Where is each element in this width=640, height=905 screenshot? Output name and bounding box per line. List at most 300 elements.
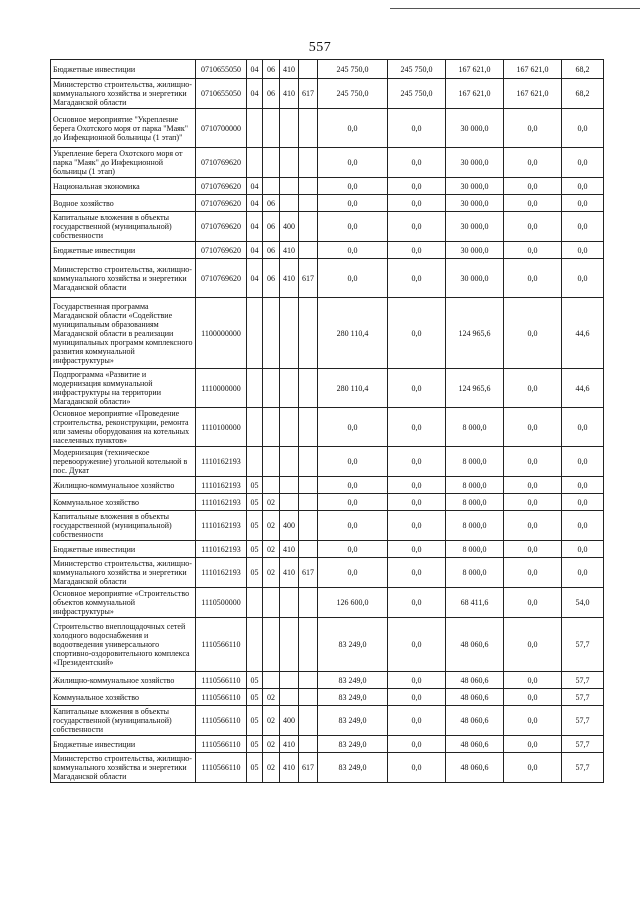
row-target-code: 1110162193	[196, 477, 247, 494]
row-administrator-code	[299, 195, 318, 212]
row-administrator-code	[299, 477, 318, 494]
row-federal-amount: 0,0	[388, 242, 446, 259]
row-approved-amount: 83 249,0	[318, 672, 388, 689]
row-target-code: 1110566110	[196, 689, 247, 706]
row-subsection-code: 02	[263, 494, 280, 511]
row-section-code: 04	[247, 79, 263, 109]
row-approved-amount: 0,0	[318, 558, 388, 588]
row-expense-type-code	[280, 447, 299, 477]
row-expense-type-code	[280, 178, 299, 195]
row-subsection-code	[263, 298, 280, 369]
row-federal-amount: 0,0	[388, 511, 446, 541]
row-executed-amount: 124 965,6	[446, 369, 504, 408]
row-executed-federal-amount: 0,0	[504, 672, 562, 689]
row-executed-amount: 48 060,6	[446, 689, 504, 706]
row-executed-federal-amount: 0,0	[504, 494, 562, 511]
row-subsection-code	[263, 369, 280, 408]
table-row	[51, 109, 604, 148]
row-executed-amount: 48 060,6	[446, 736, 504, 753]
row-approved-amount: 245 750,0	[318, 60, 388, 79]
row-section-code: 05	[247, 558, 263, 588]
table-row	[51, 588, 604, 618]
row-executed-amount: 167 621,0	[446, 60, 504, 79]
row-executed-federal-amount: 0,0	[504, 298, 562, 369]
row-expense-type-code: 410	[280, 558, 299, 588]
row-executed-amount: 48 060,6	[446, 753, 504, 783]
row-execution-percent: 0,0	[562, 511, 604, 541]
row-target-code: 1110162193	[196, 511, 247, 541]
row-subsection-code: 06	[263, 212, 280, 242]
row-executed-federal-amount: 0,0	[504, 736, 562, 753]
row-approved-amount: 83 249,0	[318, 753, 388, 783]
row-name: Бюджетные инвестиции	[51, 541, 196, 558]
row-executed-amount: 30 000,0	[446, 212, 504, 242]
row-execution-percent: 57,7	[562, 753, 604, 783]
row-subsection-code	[263, 148, 280, 178]
table-row	[51, 672, 604, 689]
row-administrator-code	[299, 242, 318, 259]
row-target-code: 0710769620	[196, 259, 247, 298]
row-executed-federal-amount: 0,0	[504, 753, 562, 783]
row-target-code: 1110566110	[196, 736, 247, 753]
row-expense-type-code: 400	[280, 706, 299, 736]
row-expense-type-code: 410	[280, 736, 299, 753]
row-section-code	[247, 447, 263, 477]
row-section-code: 05	[247, 672, 263, 689]
row-section-code: 05	[247, 689, 263, 706]
row-federal-amount: 0,0	[388, 753, 446, 783]
row-execution-percent: 57,7	[562, 706, 604, 736]
row-expense-type-code	[280, 588, 299, 618]
row-approved-amount: 83 249,0	[318, 689, 388, 706]
row-executed-amount: 8 000,0	[446, 494, 504, 511]
row-executed-amount: 167 621,0	[446, 79, 504, 109]
row-executed-federal-amount: 0,0	[504, 242, 562, 259]
table-row	[51, 689, 604, 706]
table-row	[51, 618, 604, 672]
row-executed-federal-amount: 0,0	[504, 408, 562, 447]
row-expense-type-code	[280, 618, 299, 672]
row-name: Жилищно-коммунальное хозяйство	[51, 672, 196, 689]
table-row	[51, 259, 604, 298]
row-section-code	[247, 588, 263, 618]
row-federal-amount: 0,0	[388, 148, 446, 178]
row-execution-percent: 0,0	[562, 148, 604, 178]
table-row	[51, 477, 604, 494]
row-section-code: 05	[247, 477, 263, 494]
row-expense-type-code: 400	[280, 212, 299, 242]
row-subsection-code	[263, 618, 280, 672]
row-section-code	[247, 618, 263, 672]
row-execution-percent: 57,7	[562, 672, 604, 689]
budget-table-body	[51, 60, 604, 783]
row-subsection-code: 06	[263, 79, 280, 109]
row-name: Подпрограмма «Развитие и модернизация коммунальной инфраструктуры на территории Магаданской области»	[51, 369, 196, 408]
row-administrator-code	[299, 494, 318, 511]
row-approved-amount: 0,0	[318, 148, 388, 178]
row-approved-amount: 0,0	[318, 195, 388, 212]
budget-table	[50, 59, 604, 783]
row-subsection-code: 02	[263, 753, 280, 783]
row-subsection-code	[263, 109, 280, 148]
row-administrator-code	[299, 541, 318, 558]
row-section-code: 05	[247, 753, 263, 783]
row-target-code: 1110162193	[196, 541, 247, 558]
table-row	[51, 242, 604, 259]
row-target-code: 1110566110	[196, 618, 247, 672]
row-execution-percent: 0,0	[562, 558, 604, 588]
row-subsection-code: 02	[263, 736, 280, 753]
row-section-code	[247, 298, 263, 369]
row-target-code: 1110566110	[196, 672, 247, 689]
row-approved-amount: 126 600,0	[318, 588, 388, 618]
row-administrator-code	[299, 588, 318, 618]
row-subsection-code	[263, 408, 280, 447]
row-administrator-code	[299, 618, 318, 672]
table-row	[51, 541, 604, 558]
row-federal-amount: 0,0	[388, 494, 446, 511]
row-subsection-code: 02	[263, 558, 280, 588]
row-federal-amount: 0,0	[388, 109, 446, 148]
table-row	[51, 447, 604, 477]
row-name: Капитальные вложения в объекты государственной (муниципальной) собственности	[51, 212, 196, 242]
row-approved-amount: 280 110,4	[318, 298, 388, 369]
row-subsection-code	[263, 672, 280, 689]
row-administrator-code	[299, 408, 318, 447]
row-target-code: 0710769620	[196, 148, 247, 178]
row-executed-amount: 124 965,6	[446, 298, 504, 369]
row-execution-percent: 0,0	[562, 494, 604, 511]
row-target-code: 0710655050	[196, 60, 247, 79]
row-expense-type-code	[280, 148, 299, 178]
row-federal-amount: 0,0	[388, 408, 446, 447]
table-row	[51, 494, 604, 511]
row-name: Капитальные вложения в объекты государственной (муниципальной) собственности	[51, 706, 196, 736]
row-execution-percent: 0,0	[562, 178, 604, 195]
row-expense-type-code	[280, 689, 299, 706]
row-target-code: 0710769620	[196, 242, 247, 259]
row-name: Модернизация (техническое перевооружение) угольной котельной в пос. Дукат	[51, 447, 196, 477]
row-approved-amount: 245 750,0	[318, 79, 388, 109]
row-administrator-code	[299, 109, 318, 148]
row-expense-type-code	[280, 494, 299, 511]
row-approved-amount: 0,0	[318, 511, 388, 541]
row-execution-percent: 44,6	[562, 298, 604, 369]
row-execution-percent: 0,0	[562, 447, 604, 477]
row-executed-federal-amount: 0,0	[504, 706, 562, 736]
row-execution-percent: 0,0	[562, 541, 604, 558]
table-row	[51, 706, 604, 736]
row-executed-federal-amount: 167 621,0	[504, 60, 562, 79]
row-section-code: 05	[247, 736, 263, 753]
row-approved-amount: 83 249,0	[318, 706, 388, 736]
row-execution-percent: 0,0	[562, 477, 604, 494]
table-row	[51, 408, 604, 447]
scan-edge-line	[390, 8, 640, 9]
row-federal-amount: 0,0	[388, 558, 446, 588]
row-subsection-code	[263, 447, 280, 477]
row-execution-percent: 0,0	[562, 212, 604, 242]
row-section-code: 05	[247, 541, 263, 558]
row-federal-amount: 245 750,0	[388, 79, 446, 109]
table-row	[51, 753, 604, 783]
row-administrator-code	[299, 672, 318, 689]
row-executed-amount: 30 000,0	[446, 178, 504, 195]
row-executed-federal-amount: 0,0	[504, 618, 562, 672]
row-approved-amount: 0,0	[318, 494, 388, 511]
row-subsection-code: 02	[263, 511, 280, 541]
row-executed-amount: 8 000,0	[446, 447, 504, 477]
table-row	[51, 511, 604, 541]
row-expense-type-code	[280, 109, 299, 148]
row-name: Коммунальное хозяйство	[51, 689, 196, 706]
row-section-code: 04	[247, 178, 263, 195]
row-section-code: 04	[247, 60, 263, 79]
row-execution-percent: 44,6	[562, 369, 604, 408]
table-row	[51, 736, 604, 753]
row-approved-amount: 0,0	[318, 259, 388, 298]
row-section-code: 04	[247, 242, 263, 259]
row-target-code: 1110100000	[196, 408, 247, 447]
row-approved-amount: 0,0	[318, 477, 388, 494]
row-executed-amount: 48 060,6	[446, 706, 504, 736]
row-federal-amount: 0,0	[388, 689, 446, 706]
row-name: Водное хозяйство	[51, 195, 196, 212]
row-execution-percent: 0,0	[562, 259, 604, 298]
row-executed-amount: 48 060,6	[446, 618, 504, 672]
row-section-code	[247, 148, 263, 178]
row-expense-type-code: 410	[280, 79, 299, 109]
row-name: Коммунальное хозяйство	[51, 494, 196, 511]
row-name: Национальная экономика	[51, 178, 196, 195]
row-federal-amount: 0,0	[388, 541, 446, 558]
row-target-code: 1110000000	[196, 369, 247, 408]
row-execution-percent: 57,7	[562, 689, 604, 706]
row-execution-percent: 57,7	[562, 736, 604, 753]
row-executed-federal-amount: 0,0	[504, 477, 562, 494]
row-subsection-code	[263, 178, 280, 195]
row-federal-amount: 0,0	[388, 706, 446, 736]
row-expense-type-code: 400	[280, 511, 299, 541]
row-administrator-code	[299, 212, 318, 242]
row-administrator-code	[299, 148, 318, 178]
row-federal-amount: 0,0	[388, 298, 446, 369]
row-executed-federal-amount: 0,0	[504, 195, 562, 212]
row-expense-type-code: 410	[280, 753, 299, 783]
row-name: Капитальные вложения в объекты государственной (муниципальной) собственности	[51, 511, 196, 541]
page-number: 557	[308, 40, 332, 55]
row-section-code: 05	[247, 494, 263, 511]
row-subsection-code: 02	[263, 706, 280, 736]
row-expense-type-code	[280, 408, 299, 447]
row-target-code: 1110566110	[196, 706, 247, 736]
row-execution-percent: 54,0	[562, 588, 604, 618]
row-executed-amount: 8 000,0	[446, 511, 504, 541]
table-row	[51, 558, 604, 588]
row-approved-amount: 0,0	[318, 178, 388, 195]
row-execution-percent: 0,0	[562, 195, 604, 212]
table-row	[51, 178, 604, 195]
row-administrator-code	[299, 369, 318, 408]
row-execution-percent: 0,0	[562, 242, 604, 259]
row-subsection-code: 06	[263, 60, 280, 79]
row-subsection-code	[263, 588, 280, 618]
row-executed-federal-amount: 0,0	[504, 558, 562, 588]
row-federal-amount: 0,0	[388, 477, 446, 494]
row-name: Государственная программа Магаданской области «Содействие муниципальным образованиям Магаданской области в реализации муниципальных программ комплексного развития коммунальной инфраструктуры»	[51, 298, 196, 369]
row-administrator-code: 617	[299, 558, 318, 588]
table-row	[51, 60, 604, 79]
row-executed-federal-amount: 0,0	[504, 511, 562, 541]
row-target-code: 0710769620	[196, 178, 247, 195]
row-target-code: 1110566110	[196, 753, 247, 783]
row-executed-amount: 30 000,0	[446, 259, 504, 298]
row-target-code: 1110162193	[196, 558, 247, 588]
row-federal-amount: 0,0	[388, 195, 446, 212]
row-approved-amount: 83 249,0	[318, 618, 388, 672]
row-target-code: 1110500000	[196, 588, 247, 618]
row-approved-amount: 83 249,0	[318, 736, 388, 753]
row-executed-federal-amount: 0,0	[504, 178, 562, 195]
row-section-code	[247, 408, 263, 447]
row-federal-amount: 0,0	[388, 212, 446, 242]
row-executed-federal-amount: 0,0	[504, 369, 562, 408]
row-subsection-code: 06	[263, 259, 280, 298]
table-row	[51, 298, 604, 369]
row-section-code: 05	[247, 511, 263, 541]
row-execution-percent: 68,2	[562, 79, 604, 109]
row-subsection-code: 02	[263, 689, 280, 706]
table-row	[51, 148, 604, 178]
row-target-code: 0710655050	[196, 79, 247, 109]
row-executed-amount: 30 000,0	[446, 242, 504, 259]
row-expense-type-code	[280, 672, 299, 689]
row-administrator-code	[299, 298, 318, 369]
row-federal-amount: 0,0	[388, 618, 446, 672]
row-executed-amount: 8 000,0	[446, 477, 504, 494]
row-name: Бюджетные инвестиции	[51, 60, 196, 79]
row-executed-amount: 8 000,0	[446, 558, 504, 588]
row-approved-amount: 280 110,4	[318, 369, 388, 408]
row-executed-amount: 48 060,6	[446, 672, 504, 689]
row-execution-percent: 0,0	[562, 109, 604, 148]
row-approved-amount: 0,0	[318, 242, 388, 259]
table-row	[51, 369, 604, 408]
row-name: Бюджетные инвестиции	[51, 242, 196, 259]
row-federal-amount: 0,0	[388, 369, 446, 408]
row-target-code: 0710769620	[196, 212, 247, 242]
table-row	[51, 212, 604, 242]
row-expense-type-code	[280, 195, 299, 212]
row-federal-amount: 0,0	[388, 672, 446, 689]
row-expense-type-code: 410	[280, 60, 299, 79]
row-executed-amount: 30 000,0	[446, 195, 504, 212]
row-federal-amount: 0,0	[388, 259, 446, 298]
row-name: Жилищно-коммунальное хозяйство	[51, 477, 196, 494]
row-federal-amount: 0,0	[388, 588, 446, 618]
row-execution-percent: 68,2	[562, 60, 604, 79]
row-executed-federal-amount: 0,0	[504, 541, 562, 558]
row-target-code: 1100000000	[196, 298, 247, 369]
row-name: Бюджетные инвестиции	[51, 736, 196, 753]
row-name: Министерство строительства, жилищно-коммунального хозяйства и энергетики Магаданской области	[51, 259, 196, 298]
row-name: Укрепление берега Охотского моря от парка "Маяк" до Инфекционной больницы (1 этап)	[51, 148, 196, 178]
row-executed-amount: 30 000,0	[446, 148, 504, 178]
row-executed-federal-amount: 0,0	[504, 148, 562, 178]
row-expense-type-code: 410	[280, 541, 299, 558]
row-section-code	[247, 109, 263, 148]
row-name: Основное мероприятие «Проведение строительства, реконструкции, ремонта или замены оборудования на котельных населенных пунктов»	[51, 408, 196, 447]
row-administrator-code	[299, 60, 318, 79]
row-federal-amount: 0,0	[388, 736, 446, 753]
row-expense-type-code	[280, 477, 299, 494]
row-federal-amount: 0,0	[388, 178, 446, 195]
row-administrator-code	[299, 178, 318, 195]
row-approved-amount: 0,0	[318, 408, 388, 447]
row-executed-federal-amount: 0,0	[504, 588, 562, 618]
row-name: Министерство строительства, жилищно-коммунального хозяйства и энергетики Магаданской области	[51, 79, 196, 109]
row-section-code	[247, 369, 263, 408]
row-administrator-code: 617	[299, 753, 318, 783]
row-executed-amount: 8 000,0	[446, 541, 504, 558]
row-executed-federal-amount: 0,0	[504, 447, 562, 477]
row-section-code: 05	[247, 706, 263, 736]
row-target-code: 0710700000	[196, 109, 247, 148]
row-administrator-code	[299, 689, 318, 706]
row-expense-type-code	[280, 369, 299, 408]
row-approved-amount: 0,0	[318, 212, 388, 242]
row-name: Строительство внеплощадочных сетей холодного водоснабжения и водоотведения универсального спортивно-оздоровительного комплекса «Президентский»	[51, 618, 196, 672]
row-executed-federal-amount: 0,0	[504, 259, 562, 298]
row-expense-type-code: 410	[280, 242, 299, 259]
row-name: Министерство строительства, жилищно-коммунального хозяйства и энергетики Магаданской области	[51, 753, 196, 783]
row-subsection-code	[263, 477, 280, 494]
row-federal-amount: 245 750,0	[388, 60, 446, 79]
table-row	[51, 79, 604, 109]
row-execution-percent: 0,0	[562, 408, 604, 447]
row-executed-amount: 30 000,0	[446, 109, 504, 148]
row-executed-federal-amount: 0,0	[504, 689, 562, 706]
row-target-code: 1110162193	[196, 447, 247, 477]
row-target-code: 1110162193	[196, 494, 247, 511]
row-subsection-code: 06	[263, 242, 280, 259]
row-approved-amount: 0,0	[318, 447, 388, 477]
row-executed-amount: 8 000,0	[446, 408, 504, 447]
row-expense-type-code	[280, 298, 299, 369]
row-name: Основное мероприятие «Строительство объектов коммунальной инфраструктуры»	[51, 588, 196, 618]
row-administrator-code	[299, 511, 318, 541]
row-section-code: 04	[247, 212, 263, 242]
row-executed-amount: 68 411,6	[446, 588, 504, 618]
row-expense-type-code: 410	[280, 259, 299, 298]
row-administrator-code: 617	[299, 79, 318, 109]
row-target-code: 0710769620	[196, 195, 247, 212]
row-executed-federal-amount: 167 621,0	[504, 79, 562, 109]
row-executed-federal-amount: 0,0	[504, 109, 562, 148]
row-section-code: 04	[247, 195, 263, 212]
row-section-code: 04	[247, 259, 263, 298]
row-subsection-code: 02	[263, 541, 280, 558]
row-approved-amount: 0,0	[318, 541, 388, 558]
row-approved-amount: 0,0	[318, 109, 388, 148]
row-executed-federal-amount: 0,0	[504, 212, 562, 242]
row-administrator-code	[299, 736, 318, 753]
row-name: Основное мероприятие "Укрепление берега Охотского моря от парка "Маяк" до Инфекционной больницы (1 этап)"	[51, 109, 196, 148]
row-name: Министерство строительства, жилищно-коммунального хозяйства и энергетики Магаданской области	[51, 558, 196, 588]
row-execution-percent: 57,7	[562, 618, 604, 672]
table-row	[51, 195, 604, 212]
row-administrator-code: 617	[299, 259, 318, 298]
